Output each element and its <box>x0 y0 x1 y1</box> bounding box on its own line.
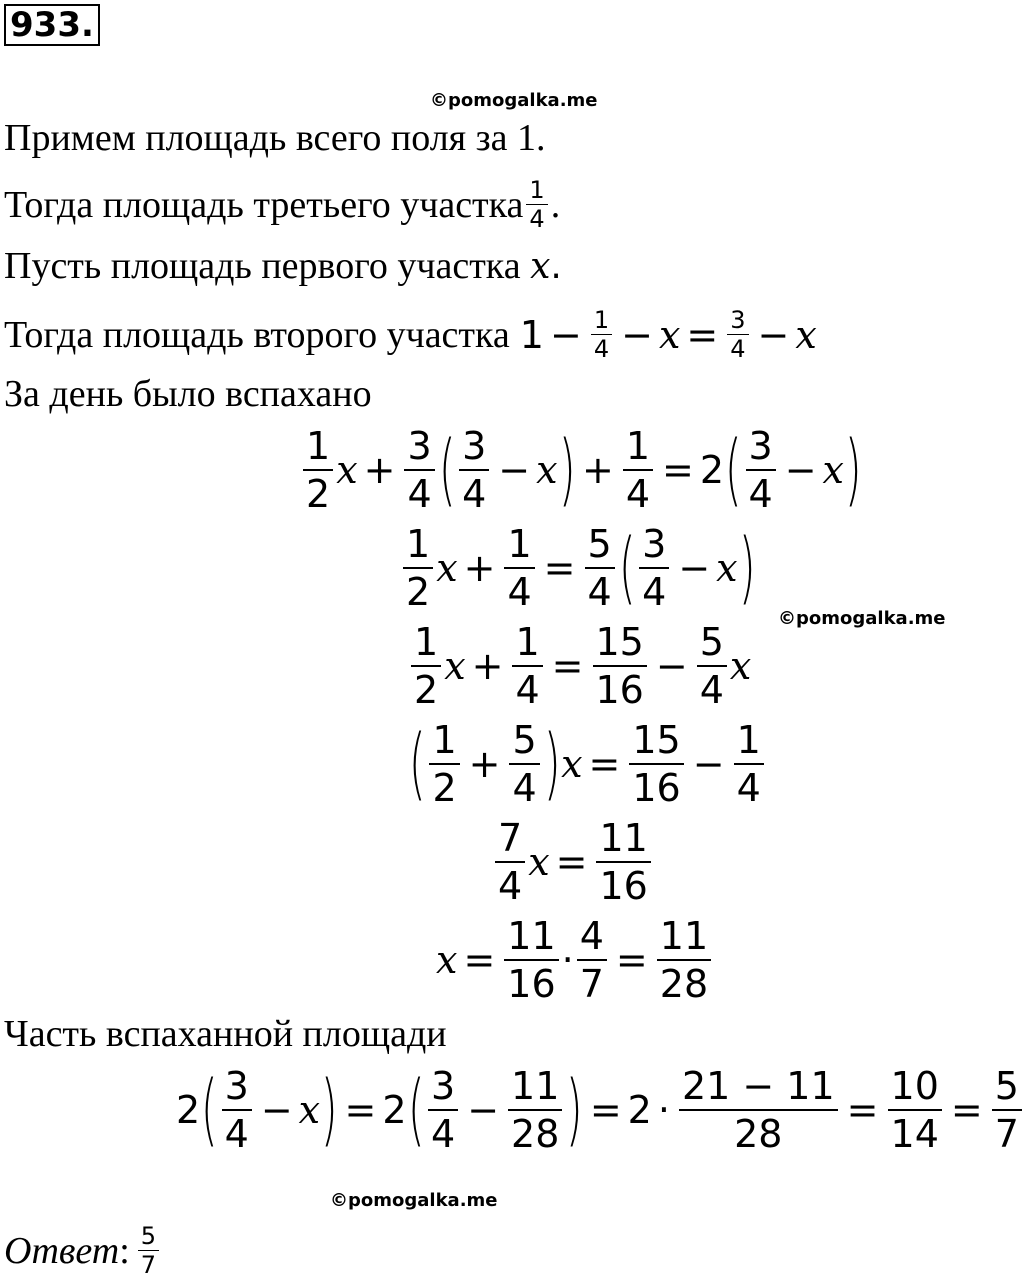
equation-1: 1 2 x + $\frac{3}{4}$ ( 3 4 − x ) + $\frac{1}{4}$ = 2 ( 3 4 − x ) <box>300 422 862 518</box>
var-x: x <box>530 246 551 287</box>
equation-4: ( 1 2 + $\frac{5}{4}$ ) x = $\frac{15}{16}$ − $\frac{1}{4}$ <box>408 716 767 812</box>
equation-6: x = $\frac{11}{16}$ · $\frac{4}{7}$ = $\frac{11}{28}$ <box>436 912 714 1008</box>
line-2 <box>4 178 560 231</box>
equation-5: 7 4 x = $\frac{11}{16}$ <box>492 814 654 910</box>
second-area-expr: 1 − $\frac{1}{4}$ − x = $\frac{3}{4}$ − x <box>519 306 817 363</box>
line-5: За день было вспахано <box>4 373 372 415</box>
colon: : <box>119 1229 130 1272</box>
equation-3: 1 2 x + $\frac{1}{4}$ = $\frac{15}{16}$ − $\frac{5}{4}$ x <box>408 618 751 714</box>
line-4-text: Тогда площадь второго участка <box>4 313 510 356</box>
watermark-bottom: ©pomogalka.me <box>330 1190 498 1211</box>
fraction-1-4: 1 4 <box>526 178 547 231</box>
answer-value: 5 7 <box>138 1224 159 1277</box>
line-6: Часть вспаханной площади <box>4 1013 447 1055</box>
line-3 <box>4 244 562 289</box>
answer-line <box>4 1224 162 1277</box>
answer-label: Ответ <box>4 1229 120 1272</box>
task-number: 933. <box>4 4 100 46</box>
equation-7: 2 ( 3 4 − x ) = 2 ( 3 4 − $\frac{11}{28}$ ) = 2 · $\frac{21 - 11}{28}$ = $\frac{10}{14}$ = $\frac{5}{7}$ <box>176 1062 1025 1158</box>
equation-2: 1 2 x + $\frac{1}{4}$ = $\frac{5}{4}$ ( 3 4 − x ) <box>400 520 756 616</box>
period: . <box>550 183 561 226</box>
line-1: Примем площадь всего поля за 1. <box>4 117 546 159</box>
line-4 <box>4 308 817 361</box>
watermark-top: ©pomogalka.me <box>430 90 598 111</box>
line-2-text: Тогда площадь третьего участка <box>4 183 524 226</box>
period: . <box>550 246 562 287</box>
watermark-middle: ©pomogalka.me <box>778 608 946 629</box>
line-3-text: Пусть площадь первого участка <box>4 245 521 287</box>
